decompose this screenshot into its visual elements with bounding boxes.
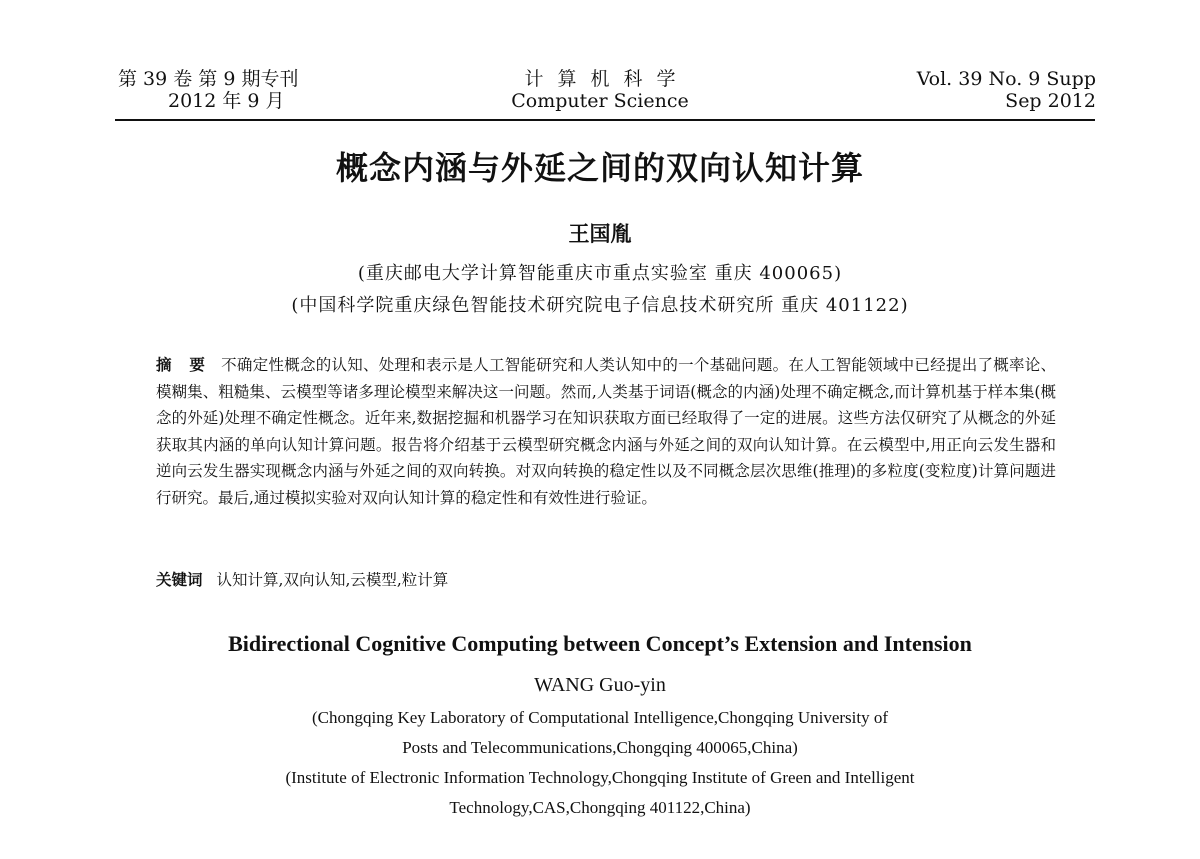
paper-title-zh: 概念内涵与外延之间的双向认知计算: [335, 149, 864, 187]
volume-en: Vol. 39 No. 9 Supp: [916, 68, 1096, 90]
volume-issue: 第 39 卷 第 9 期专刊: [118, 68, 299, 90]
keywords-text: 认知计算,双向认知,云模型,粒计算: [216, 571, 449, 589]
abstract-label: 摘 要: [156, 356, 212, 374]
keywords-label: 关键词: [156, 571, 203, 589]
abstract-zh: [156, 352, 1056, 511]
header-rule: [115, 119, 1095, 121]
journal-name-zh: 计算机科学: [524, 68, 690, 90]
author-name-zh: 王国胤: [568, 222, 632, 246]
date-en: Sep 2012: [1005, 90, 1096, 112]
affiliation-en-2: Posts and Telecommunications,Chongqing 400065,China): [402, 738, 798, 757]
affiliation-zh-1: (重庆邮电大学计算智能重庆市重点实验室 重庆 400065): [357, 263, 843, 284]
journal-volume-en: [917, 68, 1096, 112]
author-name-en: WANG Guo-yin: [534, 674, 666, 696]
keywords-zh: [156, 568, 1056, 590]
abstract-text: 不确定性概念的认知、处理和表示是人工智能研究和人类认知中的一个基础问题。在人工智能领域中已经提出了概率论、模糊集、粗糙集、云模型等诸多理论模型来解决这一问题。然而,人类基于词语(概念的内涵)处理不确定概念,而计算机基于样本集(概念的外延)处理不确定性概念。近年来,数据挖掘和机器学习在知识获取方面已经取得了一定的进展。这些方法仅研究了从概念的外延获取其内涵的单向认知计算问题。报告将介绍基于云模型研究概念内涵与外延之间的双向认知计算。在云模型中,用正向云发生器和逆向云发生器实现概念内涵与外延之间的双向转换。对双向转换的稳定性以及不同概念层次思维(推理)的多粒度(变粒度)计算问题进行研究。最后,通过模拟实验对双向认知计算的稳定性和有效性进行验证。: [156, 356, 1056, 507]
affiliation-en-3: (Institute of Electronic Information Technology,Chongqing Institute of Green and Intelligent: [285, 768, 915, 787]
paper-title-en: Bidirectional Cognitive Computing between Concept’s Extension and Intension: [228, 631, 972, 656]
affiliation-en-4: Technology,CAS,Chongqing 401122,China): [449, 798, 751, 817]
issue-date: 2012 年 9 月: [168, 90, 285, 112]
journal-name-en: Computer Science: [511, 90, 689, 112]
affiliation-en-1: (Chongqing Key Laboratory of Computational Intelligence,Chongqing University of: [312, 708, 888, 727]
affiliation-zh-2: (中国科学院重庆绿色智能技术研究院电子信息技术研究所 重庆 401122): [291, 295, 909, 316]
